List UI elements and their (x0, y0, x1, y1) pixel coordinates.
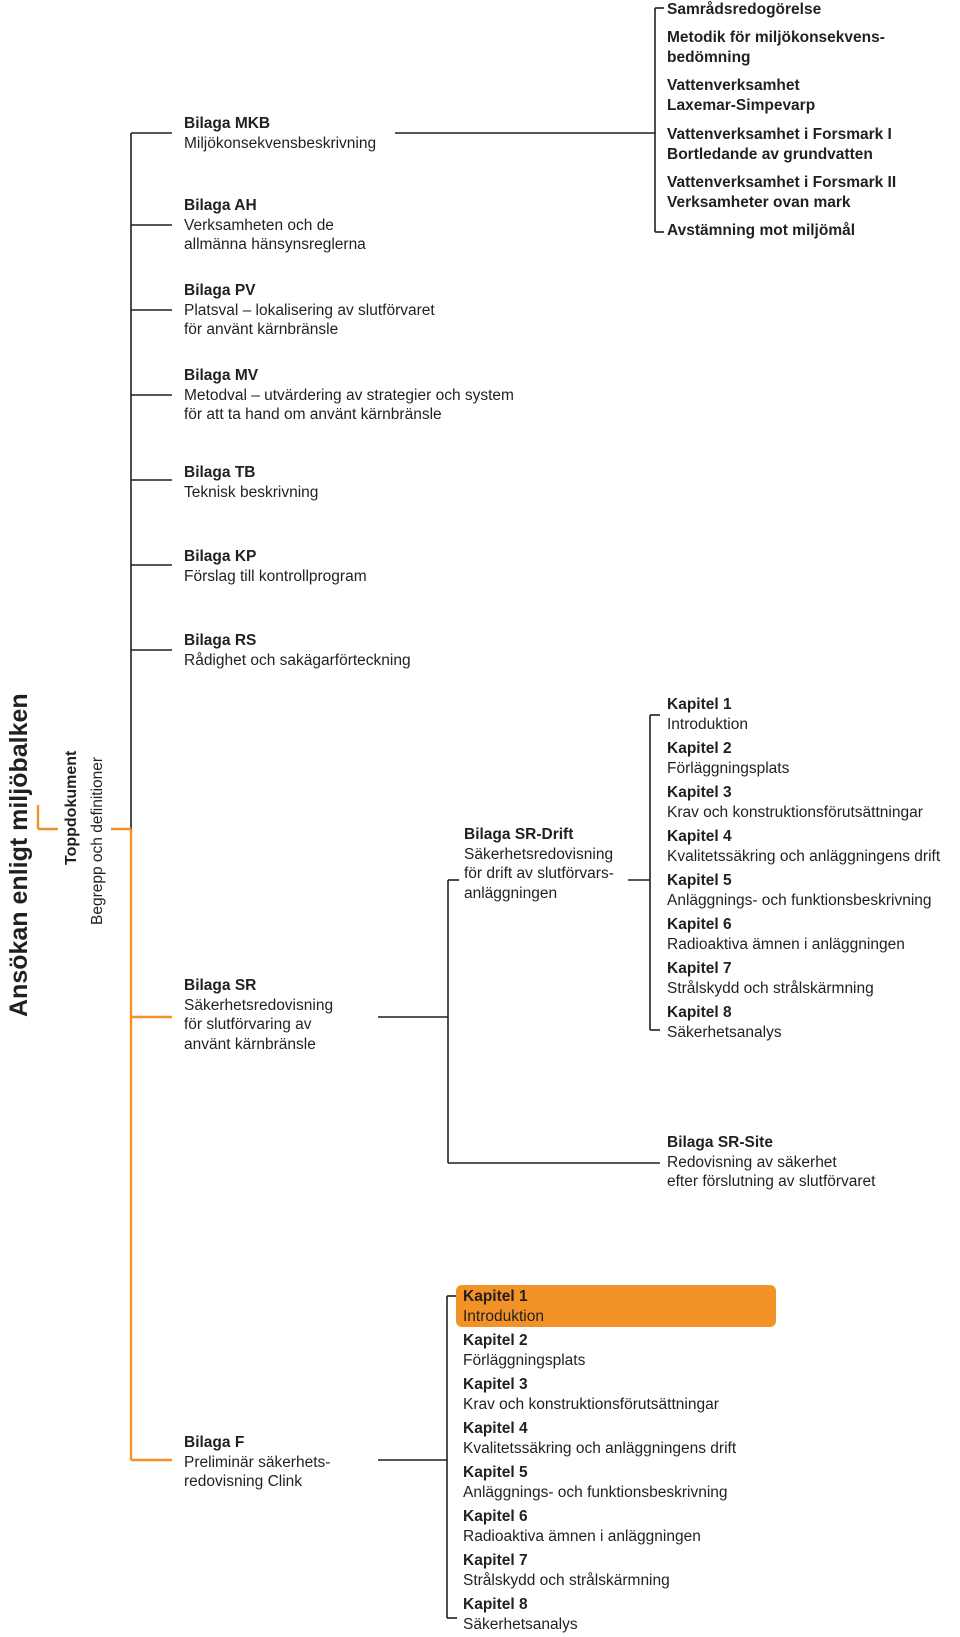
bilaga-desc: Platsval – lokalisering av slutförvaret (184, 301, 435, 319)
drift-chapter-8 (667, 1003, 782, 1042)
bilaga-desc: redovisning Clink (184, 1473, 303, 1490)
bilaga-desc: Metodval – utvärdering av strategier och system (184, 386, 514, 404)
f-chapter-7 (463, 1551, 670, 1590)
chapter-title: Kapitel 7 (463, 1552, 528, 1569)
chapter-text: Förläggningsplats (667, 759, 790, 777)
mkb-sub-avstamning: Avstämning mot miljömål (667, 222, 856, 239)
f-chapter-3 (463, 1375, 719, 1414)
chapter-text: Radioaktiva ämnen i anläggningen (667, 935, 905, 953)
mkb-sub-forsmark2-1: Vattenverksamhet i Forsmark II (667, 174, 897, 191)
bilaga-title: Bilaga SR-Drift (464, 826, 574, 843)
drift-chapter-6 (667, 915, 905, 954)
bilaga-desc: Redovisning av säkerhet (667, 1153, 837, 1171)
chapter-title: Kapitel 3 (463, 1376, 528, 1393)
bilaga-desc: efter förslutning av slutförvaret (667, 1173, 876, 1190)
bilaga-mv (184, 366, 514, 425)
top-document-subtitle: Begrepp och definitioner (89, 756, 106, 925)
bilaga-desc: allmänna hänsynsreglerna (184, 236, 366, 253)
mkb-sub-forsmark1-2: Bortledande av grundvatten (667, 146, 873, 163)
f-chapter-1 (463, 1287, 544, 1326)
chapter-title: Kapitel 7 (667, 960, 732, 977)
top-document-title: Toppdokument (63, 750, 80, 865)
mkb-sub-samrad: Samrådsredogörelse (667, 1, 822, 18)
bilaga-title: Bilaga RS (184, 632, 257, 649)
chapter-title: Kapitel 6 (463, 1508, 528, 1525)
bilaga-kp (184, 547, 367, 586)
bilaga-title: Bilaga MKB (184, 115, 271, 132)
bilaga-desc: Teknisk beskrivning (184, 483, 319, 501)
drift-chapter-2 (667, 739, 789, 778)
chapter-text: Säkerhetsanalys (667, 1023, 782, 1041)
bilaga-desc: för att ta hand om använt kärnbränsle (184, 406, 442, 423)
chapter-text: Säkerhetsanalys (463, 1615, 578, 1633)
bilaga-ah (184, 196, 366, 255)
drift-chapter-5 (667, 871, 932, 910)
chapter-title: Kapitel 2 (667, 740, 732, 757)
mkb-sub-metodik-2: bedömning (667, 49, 751, 66)
bilaga-title: Bilaga KP (184, 548, 257, 565)
chapter-title: Kapitel 8 (463, 1596, 528, 1613)
chapter-text: Kvalitetssäkring och anläggningens drift (667, 847, 941, 865)
chapter-title: Kapitel 5 (463, 1464, 528, 1481)
bilaga-desc: Säkerhetsredovisning (464, 845, 614, 863)
bilaga-desc: för använt kärnbränsle (184, 321, 339, 338)
bilaga-rs (184, 631, 411, 670)
bilaga-title: Bilaga SR (184, 977, 257, 994)
bilaga-tb (184, 463, 318, 502)
bilaga-desc: anläggningen (464, 884, 558, 902)
chapter-text: Introduktion (667, 715, 748, 733)
mkb-sub-vatten-2: Laxemar-Simpevarp (667, 97, 816, 114)
f-chapter-5 (463, 1463, 728, 1502)
bilaga-pv (184, 281, 435, 340)
chapter-title: Kapitel 4 (667, 828, 732, 845)
bilaga-desc: använt kärnbränsle (184, 1035, 316, 1053)
drift-chapter-7 (667, 959, 874, 998)
bilaga-sr (184, 976, 333, 1054)
mkb-sub-forsmark1-1: Vattenverksamhet i Forsmark I (667, 126, 892, 143)
bilaga-mkb (184, 114, 376, 153)
chapter-text: Krav och konstruktionsförutsättningar (667, 803, 923, 821)
bilaga-desc: Verksamheten och de (184, 216, 334, 234)
mkb-sub-forsmark2-2: Verksamheter ovan mark (667, 194, 851, 211)
chapter-title: Kapitel 1 (667, 696, 732, 713)
bilaga-sr-site (667, 1133, 876, 1192)
bilaga-desc: Förslag till kontrollprogram (184, 567, 367, 585)
chapter-text: Anläggnings- och funktionsbeskrivning (463, 1483, 728, 1501)
chapter-text: Introduktion (463, 1307, 544, 1325)
mkb-sub-metodik-1: Metodik för miljökonsekvens- (667, 29, 885, 46)
chapter-title: Kapitel 5 (667, 872, 732, 889)
chapter-title: Kapitel 8 (667, 1004, 732, 1021)
bilaga-desc: för slutförvaring av (184, 1016, 312, 1033)
f-chapter-2 (463, 1331, 585, 1370)
bilaga-title: Bilaga TB (184, 464, 256, 481)
bilaga-desc: för drift av slutförvars- (464, 865, 614, 882)
chapter-text: Strålskydd och strålskärmning (667, 979, 874, 997)
chapter-title: Kapitel 1 (463, 1288, 528, 1305)
chapter-text: Kvalitetssäkring och anläggningens drift (463, 1439, 737, 1457)
bilaga-desc: Rådighet och sakägarförteckning (184, 651, 411, 669)
chapter-text: Krav och konstruktionsförutsättningar (463, 1395, 719, 1413)
mkb-sub-vatten-1: Vattenverksamhet (667, 77, 800, 94)
chapter-text: Förläggningsplats (463, 1351, 586, 1369)
bilaga-title: Bilaga SR-Site (667, 1134, 773, 1151)
chapter-title: Kapitel 2 (463, 1332, 528, 1349)
drift-chapter-4 (667, 827, 940, 866)
bilaga-desc: Säkerhetsredovisning (184, 996, 334, 1014)
chapter-title: Kapitel 6 (667, 916, 732, 933)
bilaga-f (184, 1433, 330, 1492)
application-title: Ansökan enligt miljöbalken (5, 693, 33, 1017)
bilaga-desc: Miljökonsekvensbeskrivning (184, 134, 377, 152)
bilaga-title: Bilaga PV (184, 282, 256, 299)
bilaga-sr-drift (464, 825, 614, 903)
bilaga-desc: Preliminär säkerhets- (184, 1453, 331, 1471)
f-chapter-6 (463, 1507, 701, 1546)
chapter-title: Kapitel 4 (463, 1420, 528, 1437)
chapter-text: Anläggnings- och funktionsbeskrivning (667, 891, 932, 909)
bilaga-title: Bilaga F (184, 1434, 245, 1451)
f-chapter-4 (463, 1419, 736, 1458)
f-chapter-8 (463, 1595, 578, 1634)
drift-chapter-3 (667, 783, 923, 822)
bilaga-title: Bilaga MV (184, 367, 259, 384)
bilaga-title: Bilaga AH (184, 197, 257, 214)
drift-chapter-1 (667, 695, 748, 734)
chapter-text: Strålskydd och strålskärmning (463, 1571, 670, 1589)
chapter-text: Radioaktiva ämnen i anläggningen (463, 1527, 701, 1545)
chapter-title: Kapitel 3 (667, 784, 732, 801)
